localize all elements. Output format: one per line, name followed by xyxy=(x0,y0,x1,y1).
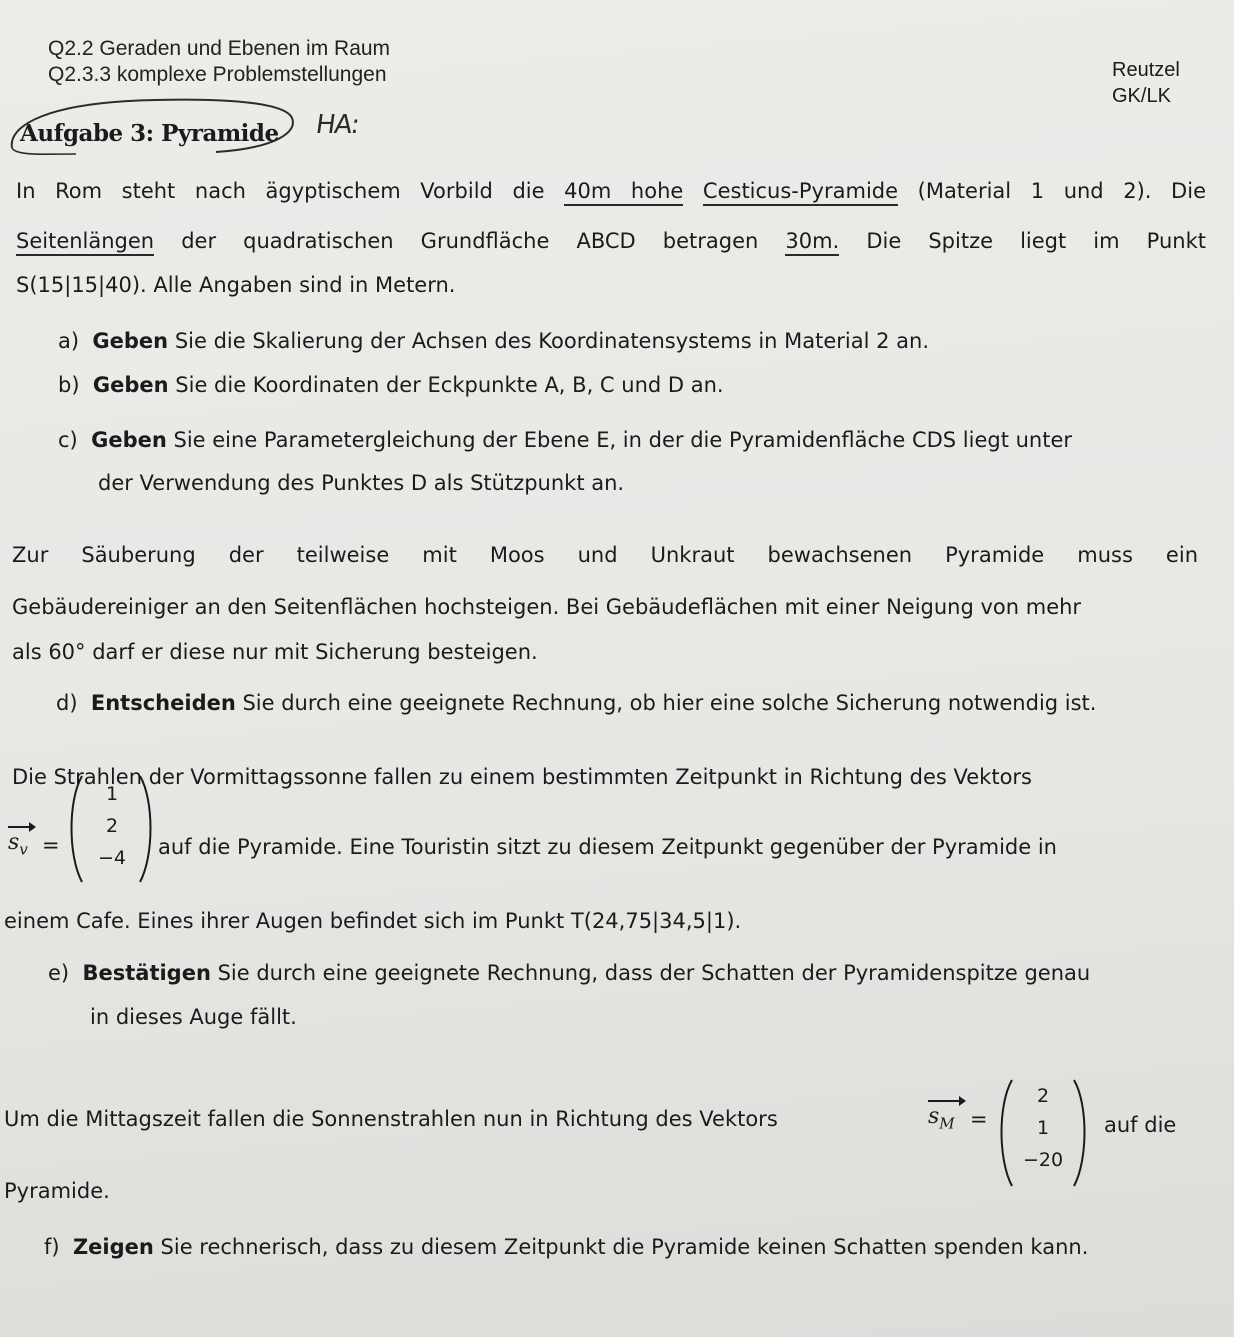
handwritten-note: HA: xyxy=(313,110,361,140)
task-label: d) xyxy=(56,691,78,715)
intro-space xyxy=(683,179,703,203)
task-a xyxy=(58,326,929,356)
vector-component: 2 xyxy=(1036,1085,1050,1107)
task-verb: Bestätigen xyxy=(82,961,211,985)
para2-line-1: Zur Säuberung der teilweise mit Moos und Unkraut bewachsenen Pyramide muss ein xyxy=(12,543,1198,567)
task-label: c) xyxy=(58,428,78,452)
task-verb: Entscheiden xyxy=(90,691,236,715)
intro-line-3: S(15|15|40). Alle Angaben sind in Metern. xyxy=(16,273,456,297)
para3-line-2: auf die Pyramide. Eine Touristin sitzt zu diesem Zeitpunkt gegenüber der Pyramide in xyxy=(158,835,1057,859)
topic-line-1: Q2.2 Geraden und Ebenen im Raum xyxy=(48,37,391,60)
task-verb: Geben xyxy=(91,428,167,452)
task-text: Sie die Koordinaten der Eckpunkte A, B, C und D an. xyxy=(168,373,724,397)
vector-sv-components xyxy=(84,778,140,874)
vector-letter: s xyxy=(8,830,20,855)
task-title: Aufgabe 3: Pyramide xyxy=(20,120,279,147)
intro-text: (Material 1 und 2). Die xyxy=(898,179,1206,203)
para2-line-3: als 60° darf er diese nur mit Sicherung besteigen. xyxy=(12,640,538,664)
course-label: GK/LK xyxy=(1112,85,1171,107)
task-c xyxy=(58,425,1072,455)
task-d xyxy=(56,688,1096,718)
vector-sv xyxy=(66,770,156,890)
para3-line-3: einem Cafe. Eines ihrer Augen befindet sich im Punkt T(24,75|34,5|1). xyxy=(4,909,742,933)
task-b xyxy=(58,370,724,400)
underlined-height: 40m hohe xyxy=(564,179,683,206)
vector-sm xyxy=(996,1074,1092,1194)
para3-line-1: Die Strahlen der Vormittagssonne fallen zu einem bestimmten Zeitpunkt in Richtung des Vektors xyxy=(12,765,1032,789)
underlined-side-lengths: Seitenlängen xyxy=(16,229,154,256)
vector-sv-name xyxy=(8,830,28,858)
task-e xyxy=(48,958,1090,988)
topic-line-2: Q2.3.3 komplexe Problemstellungen xyxy=(48,63,387,86)
para4-line-2: Pyramide. xyxy=(4,1179,110,1203)
task-text: Sie eine Parametergleichung der Ebene E, in der die Pyramidenfläche CDS liegt unter xyxy=(166,428,1073,452)
task-label: b) xyxy=(58,373,80,397)
para2-line-2: Gebäudereiniger an den Seitenflächen hochsteigen. Bei Gebäudeflächen mit einer Neigung von mehr xyxy=(12,595,1082,619)
task-e-continued: in dieses Auge fällt. xyxy=(90,1005,297,1029)
underlined-length: 30m. xyxy=(785,229,839,256)
vector-arrow-icon xyxy=(928,1100,964,1102)
para4-line-1: Um die Mittagszeit fallen die Sonnenstrahlen nun in Richtung des Vektors xyxy=(4,1107,778,1131)
vector-sm-name xyxy=(928,1104,955,1132)
vector-subscript: v xyxy=(19,840,28,859)
task-text: Sie die Skalierung der Achsen des Koordinatensystems in Material 2 an. xyxy=(168,329,930,353)
author-name: Reutzel xyxy=(1112,59,1180,81)
intro-text: In Rom steht nach ägyptischem Vorbild die xyxy=(16,179,565,203)
task-title-box xyxy=(6,96,296,162)
vector-component: −20 xyxy=(1022,1149,1064,1171)
task-verb: Geben xyxy=(92,329,169,353)
task-label: e) xyxy=(48,961,70,985)
equals-sign: = xyxy=(42,833,60,857)
task-verb: Geben xyxy=(92,373,169,397)
vector-sm-components xyxy=(1010,1080,1076,1176)
intro-line-2 xyxy=(16,226,1206,256)
task-verb: Zeigen xyxy=(72,1235,154,1259)
intro-text: Die Spitze liegt im Punkt xyxy=(839,229,1206,253)
vector-component: 1 xyxy=(1036,1117,1050,1139)
task-text: Sie rechnerisch, dass zu diesem Zeitpunkt die Pyramide keinen Schatten spenden kann. xyxy=(153,1235,1089,1259)
task-f xyxy=(44,1232,1088,1262)
task-label: f) xyxy=(44,1235,60,1259)
task-text: Sie durch eine geeignete Rechnung, dass der Schatten der Pyramidenspitze genau xyxy=(210,961,1091,985)
vector-letter: s xyxy=(928,1104,940,1129)
underlined-pyramid-name: Cesticus-Pyramide xyxy=(703,179,898,206)
task-c-continued: der Verwendung des Punktes D als Stützpunkt an. xyxy=(98,471,625,495)
intro-text: der quadratischen Grundfläche ABCD betragen xyxy=(154,229,786,253)
vector-component: 1 xyxy=(105,783,119,805)
vector-arrow-icon xyxy=(8,826,34,828)
vector-subscript: M xyxy=(939,1114,955,1133)
vector-component: −4 xyxy=(97,847,126,869)
intro-line-1 xyxy=(16,176,1206,206)
para4-line-1-end: auf die xyxy=(1104,1113,1177,1137)
task-text: Sie durch eine geeignete Rechnung, ob hier eine solche Sicherung notwendig ist. xyxy=(235,691,1097,715)
vector-component: 2 xyxy=(105,815,119,837)
equals-sign: = xyxy=(970,1107,988,1131)
task-label: a) xyxy=(58,329,80,353)
